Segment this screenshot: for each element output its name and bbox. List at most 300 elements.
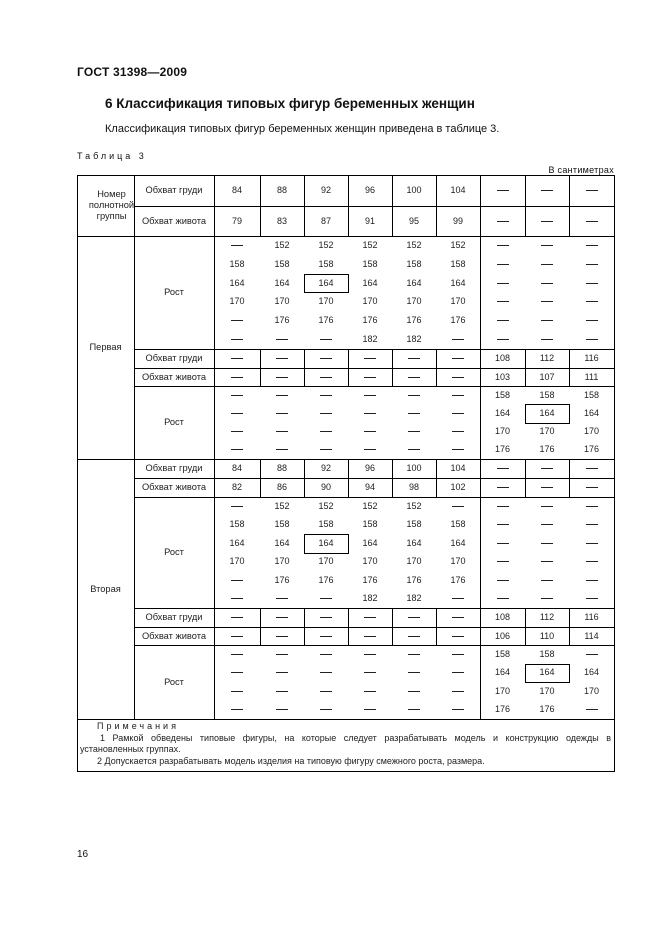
height-value-cell	[392, 404, 436, 422]
empty-value-dash	[497, 190, 509, 191]
empty-value-dash	[320, 413, 332, 414]
empty-value-dash	[364, 654, 376, 655]
table-rule	[134, 206, 614, 207]
height-value-cell	[480, 274, 525, 293]
measure-value-cell	[392, 627, 436, 645]
empty-value-dash	[452, 358, 464, 359]
header-value-cell: 99	[452, 215, 463, 226]
height-value-cell: 170	[539, 426, 555, 437]
height-value-cell: 164	[406, 537, 422, 548]
empty-value-dash	[364, 672, 376, 673]
table-rule	[304, 175, 305, 236]
table-rule	[436, 459, 437, 478]
empty-value-dash	[276, 377, 288, 378]
height-value-cell	[392, 701, 436, 720]
empty-value-dash	[364, 395, 376, 396]
height-value-cell	[569, 590, 614, 609]
measure-value-cell	[569, 478, 614, 497]
empty-value-dash	[276, 598, 288, 599]
height-value-cell	[569, 330, 614, 349]
height-value-cell	[304, 645, 348, 664]
height-value-cell: 158	[494, 389, 511, 400]
empty-value-dash	[320, 672, 332, 673]
height-value-cell: 176	[362, 574, 378, 585]
measure-value-cell	[304, 368, 348, 386]
empty-value-dash	[231, 339, 243, 340]
table-rule	[392, 478, 393, 497]
height-value-cell	[569, 701, 614, 720]
empty-value-dash	[276, 339, 288, 340]
empty-value-dash	[231, 691, 243, 692]
empty-value-dash	[276, 431, 288, 432]
measure-value-cell: 116	[584, 353, 599, 363]
empty-value-dash	[497, 561, 509, 562]
table-rule	[436, 627, 437, 645]
table-rule	[480, 478, 481, 497]
height-value-cell	[214, 311, 260, 330]
empty-value-dash	[586, 283, 598, 284]
height-value-cell: 164	[362, 277, 378, 288]
height-value-cell: 164	[450, 537, 466, 548]
height-value-cell	[260, 330, 304, 349]
height-value-cell: 158	[318, 258, 334, 269]
empty-value-dash	[276, 672, 288, 673]
empty-value-dash	[408, 691, 420, 692]
measure-value-cell	[260, 368, 304, 386]
empty-value-dash	[452, 339, 464, 340]
empty-value-dash	[541, 264, 553, 265]
empty-value-dash	[541, 543, 553, 544]
height-value-cell: 158	[539, 389, 555, 400]
empty-value-dash	[497, 543, 509, 544]
table-rule	[569, 478, 570, 497]
height-value-cell	[214, 441, 260, 459]
measure-value-cell: 104	[450, 463, 466, 473]
measure-value-cell: 102	[450, 482, 466, 492]
table-rule	[134, 459, 135, 719]
empty-value-dash	[452, 395, 464, 396]
height-value-cell: 170	[450, 556, 466, 567]
empty-value-dash	[276, 709, 288, 710]
empty-value-dash	[408, 431, 420, 432]
measure-value-cell: 86	[276, 482, 287, 492]
empty-value-dash	[497, 487, 509, 488]
table-rule	[214, 627, 215, 645]
table-rule	[569, 627, 570, 645]
height-value-cell	[480, 255, 525, 274]
height-value-cell: 170	[450, 296, 466, 307]
empty-value-dash	[231, 598, 243, 599]
height-value-cell	[480, 497, 525, 516]
height-value-cell	[480, 311, 525, 330]
empty-value-dash	[541, 487, 553, 488]
empty-value-dash	[408, 654, 420, 655]
height-value-cell	[480, 516, 525, 535]
height-value-cell	[348, 404, 392, 422]
measure-value-cell: 111	[584, 371, 599, 382]
measure-label: Обхват живота	[141, 371, 207, 382]
height-value-cell	[214, 236, 260, 255]
height-value-cell	[569, 645, 614, 664]
height-value-cell	[214, 497, 260, 516]
measure-label: Обхват груди	[145, 463, 203, 473]
height-value-cell	[436, 404, 480, 422]
table-rule	[214, 386, 215, 459]
height-value-cell	[304, 423, 348, 441]
table-rule	[480, 349, 481, 368]
table-rule	[392, 627, 393, 645]
table-rule	[260, 459, 261, 478]
empty-value-dash	[541, 245, 553, 246]
table-rule	[134, 368, 614, 369]
height-value-cell	[392, 441, 436, 459]
table-rule	[480, 627, 481, 645]
typical-figure-frame	[525, 664, 570, 684]
measure-value-cell	[348, 368, 392, 386]
table-rule	[304, 478, 305, 497]
intro-paragraph: Классификация типовых фигур беременных женщин приведена в таблице 3.	[105, 123, 500, 135]
height-value-cell: 152	[406, 500, 422, 511]
header-value-cell	[525, 175, 569, 206]
height-value-cell	[260, 441, 304, 459]
height-value-cell	[436, 645, 480, 664]
height-value-cell: 170	[494, 426, 511, 437]
empty-value-dash	[231, 377, 243, 378]
height-value-cell	[304, 330, 348, 349]
height-value-cell	[436, 386, 480, 404]
empty-value-dash	[231, 617, 243, 618]
height-value-cell	[525, 553, 569, 572]
measure-value-cell: 112	[539, 612, 555, 622]
header-value-cell	[480, 175, 525, 206]
empty-value-dash	[276, 395, 288, 396]
height-value-cell: 170	[406, 296, 422, 307]
height-value-cell: 164	[318, 537, 334, 548]
table-rule	[392, 368, 393, 386]
header-row-label: Обхват живота	[141, 215, 207, 226]
height-value-cell: 170	[318, 556, 334, 567]
table-rule	[260, 627, 261, 645]
measure-value-cell	[436, 368, 480, 386]
table-rule	[134, 236, 135, 459]
empty-value-dash	[541, 190, 553, 191]
table-rule	[77, 236, 614, 237]
empty-value-dash	[586, 320, 598, 321]
header-value-cell: 83	[276, 215, 287, 226]
empty-value-dash	[452, 709, 464, 710]
height-value-cell: 170	[229, 556, 245, 567]
empty-value-dash	[586, 709, 598, 710]
height-value-cell	[569, 255, 614, 274]
header-value-cell: 92	[320, 185, 331, 195]
table-rule	[134, 497, 614, 498]
empty-value-dash	[586, 654, 598, 655]
measure-value-cell	[525, 478, 569, 497]
empty-value-dash	[408, 413, 420, 414]
empty-value-dash	[586, 221, 598, 222]
height-value-cell	[260, 386, 304, 404]
note-item: 1 Рамкой обведены типовые фигуры, на которые следует разрабатывать модель и конструкцию одежды в установленных группах.	[80, 732, 611, 754]
empty-value-dash	[541, 524, 553, 525]
empty-value-dash	[276, 358, 288, 359]
empty-value-dash	[497, 506, 509, 507]
empty-value-dash	[452, 413, 464, 414]
table-rule	[480, 175, 481, 236]
measure-value-cell: 103	[494, 371, 511, 382]
measure-value-cell	[304, 349, 348, 368]
height-value-cell: 176	[583, 444, 600, 455]
table-rule	[348, 608, 349, 627]
height-value-cell	[214, 701, 260, 720]
measure-value-cell	[348, 608, 392, 627]
height-value-cell	[260, 664, 304, 683]
table-rule	[134, 349, 614, 350]
measure-value-cell: 112	[539, 353, 555, 363]
empty-value-dash	[231, 506, 243, 507]
empty-value-dash	[541, 301, 553, 302]
empty-value-dash	[231, 395, 243, 396]
height-value-cell	[569, 497, 614, 516]
table-rule	[525, 349, 526, 368]
measure-value-cell	[214, 627, 260, 645]
empty-value-dash	[408, 709, 420, 710]
height-value-cell	[348, 441, 392, 459]
height-value-cell	[480, 571, 525, 590]
height-value-cell	[392, 386, 436, 404]
height-value-cell: 152	[274, 500, 290, 511]
empty-value-dash	[320, 636, 332, 637]
height-value-cell	[525, 571, 569, 590]
height-value-cell: 158	[494, 648, 511, 659]
measure-value-cell: 114	[584, 630, 599, 641]
header-value-cell	[525, 206, 569, 236]
height-value-cell: 176	[274, 315, 290, 326]
table-rule	[480, 608, 481, 627]
height-value-cell: 158	[274, 519, 290, 530]
height-value-cell	[260, 645, 304, 664]
table-rule	[525, 175, 526, 236]
height-value-cell: 152	[318, 500, 334, 511]
height-value-cell: 158	[450, 258, 466, 269]
table-rule	[392, 349, 393, 368]
empty-value-dash	[231, 245, 243, 246]
empty-value-dash	[586, 468, 598, 469]
empty-value-dash	[231, 431, 243, 432]
height-value-cell	[569, 534, 614, 553]
empty-value-dash	[320, 654, 332, 655]
measure-label: Обхват живота	[141, 482, 207, 492]
height-value-cell: 152	[274, 239, 290, 250]
header-row-label: Обхват груди	[145, 185, 203, 195]
table-rule	[569, 608, 570, 627]
measure-value-cell	[214, 349, 260, 368]
table-rule	[480, 497, 481, 608]
table-rule	[77, 771, 615, 772]
height-value-cell	[525, 497, 569, 516]
table-rule	[214, 236, 215, 349]
table-rule	[348, 368, 349, 386]
height-value-cell: 152	[318, 239, 334, 250]
height-value-cell	[569, 553, 614, 572]
header-value-cell: 95	[408, 215, 419, 226]
height-value-cell	[569, 236, 614, 255]
height-value-cell: 176	[362, 315, 378, 326]
measure-value-cell	[260, 627, 304, 645]
empty-value-dash	[541, 320, 553, 321]
height-value-cell	[569, 311, 614, 330]
height-value-cell	[436, 701, 480, 720]
empty-value-dash	[497, 245, 509, 246]
height-value-cell	[392, 664, 436, 683]
height-value-cell	[525, 311, 569, 330]
table-rule	[480, 459, 481, 478]
header-value-cell: 79	[231, 215, 242, 226]
empty-value-dash	[364, 413, 376, 414]
measure-value-cell	[480, 478, 525, 497]
empty-value-dash	[276, 654, 288, 655]
units-label: В сантиметрах	[548, 165, 614, 175]
height-value-cell: 152	[362, 500, 378, 511]
empty-value-dash	[497, 320, 509, 321]
empty-value-dash	[276, 636, 288, 637]
measure-value-cell: 107	[539, 371, 555, 382]
measure-value-cell	[214, 368, 260, 386]
table-rule	[348, 459, 349, 478]
height-value-cell: 152	[406, 239, 422, 250]
empty-value-dash	[231, 358, 243, 359]
height-value-cell	[436, 423, 480, 441]
table-rule	[134, 459, 614, 460]
measure-value-cell: 88	[276, 463, 287, 473]
empty-value-dash	[408, 358, 420, 359]
table-rule	[569, 175, 570, 236]
height-value-cell: 170	[494, 685, 511, 696]
height-value-cell: 164	[583, 407, 600, 418]
height-value-cell: 170	[539, 685, 555, 696]
empty-value-dash	[320, 598, 332, 599]
empty-value-dash	[586, 543, 598, 544]
table-rule	[214, 478, 215, 497]
table-rule	[134, 478, 614, 479]
height-value-cell	[348, 645, 392, 664]
height-value-cell: 158	[318, 519, 334, 530]
table-rule	[214, 459, 215, 478]
table-rule	[304, 368, 305, 386]
table-rule	[214, 368, 215, 386]
empty-value-dash	[586, 598, 598, 599]
empty-value-dash	[276, 413, 288, 414]
measure-value-cell: 108	[494, 353, 511, 363]
height-value-cell: 158	[274, 258, 290, 269]
measure-value-cell	[436, 349, 480, 368]
measure-value-cell: 82	[231, 482, 242, 492]
measure-value-cell: 100	[406, 463, 422, 473]
height-value-cell: 176	[450, 574, 466, 585]
height-value-cell	[436, 590, 480, 609]
empty-value-dash	[452, 617, 464, 618]
empty-value-dash	[231, 672, 243, 673]
empty-value-dash	[452, 654, 464, 655]
height-value-cell	[304, 701, 348, 720]
measure-value-cell: 96	[364, 463, 375, 473]
empty-value-dash	[231, 449, 243, 450]
height-value-cell: 176	[406, 315, 422, 326]
table-notes	[77, 719, 614, 771]
height-value-cell	[480, 293, 525, 312]
height-value-cell: 164	[318, 277, 334, 288]
height-value-cell	[480, 330, 525, 349]
empty-value-dash	[497, 339, 509, 340]
empty-value-dash	[497, 283, 509, 284]
measure-value-cell: 94	[364, 482, 375, 492]
document-header: ГОСТ 31398—2009	[77, 65, 188, 79]
height-value-cell	[304, 441, 348, 459]
height-value-cell: 176	[274, 574, 290, 585]
table-rule	[260, 349, 261, 368]
table-rule	[480, 386, 481, 459]
table-rule	[569, 349, 570, 368]
height-value-cell	[214, 404, 260, 422]
empty-value-dash	[408, 377, 420, 378]
height-value-cell	[525, 534, 569, 553]
table-rule	[134, 386, 614, 387]
height-value-cell	[569, 274, 614, 293]
empty-value-dash	[231, 320, 243, 321]
table-rule	[392, 459, 393, 478]
measure-value-cell: 108	[494, 612, 511, 622]
height-value-cell: 182	[406, 334, 422, 345]
height-value-cell: 152	[362, 239, 378, 250]
height-value-cell: 176	[406, 574, 422, 585]
height-value-cell	[392, 682, 436, 701]
empty-value-dash	[586, 264, 598, 265]
height-value-cell	[214, 682, 260, 701]
table-rule	[525, 627, 526, 645]
measure-value-cell: 90	[320, 482, 331, 492]
height-value-cell: 176	[539, 444, 555, 455]
empty-value-dash	[364, 449, 376, 450]
height-value-cell	[525, 516, 569, 535]
empty-value-dash	[231, 580, 243, 581]
table-rule	[214, 175, 215, 236]
height-value-cell	[525, 590, 569, 609]
height-value-cell: 176	[318, 574, 334, 585]
header-value-cell: 104	[450, 185, 466, 195]
empty-value-dash	[497, 468, 509, 469]
height-value-cell: 164	[583, 667, 600, 678]
empty-value-dash	[364, 691, 376, 692]
empty-value-dash	[320, 709, 332, 710]
measure-value-cell	[392, 608, 436, 627]
empty-value-dash	[586, 190, 598, 191]
height-value-cell	[436, 664, 480, 683]
table-rule	[525, 478, 526, 497]
empty-value-dash	[452, 431, 464, 432]
empty-value-dash	[364, 358, 376, 359]
header-value-cell: 87	[320, 215, 331, 226]
height-value-cell: 164	[274, 537, 290, 548]
height-value-cell: 152	[450, 239, 466, 250]
measure-value-cell	[214, 608, 260, 627]
empty-value-dash	[452, 449, 464, 450]
measure-value-cell	[569, 459, 614, 478]
height-value-cell: 170	[583, 685, 600, 696]
header-value-cell	[569, 175, 614, 206]
empty-value-dash	[408, 636, 420, 637]
measure-value-cell	[392, 349, 436, 368]
height-value-cell: 158	[229, 258, 245, 269]
height-value-cell	[304, 386, 348, 404]
